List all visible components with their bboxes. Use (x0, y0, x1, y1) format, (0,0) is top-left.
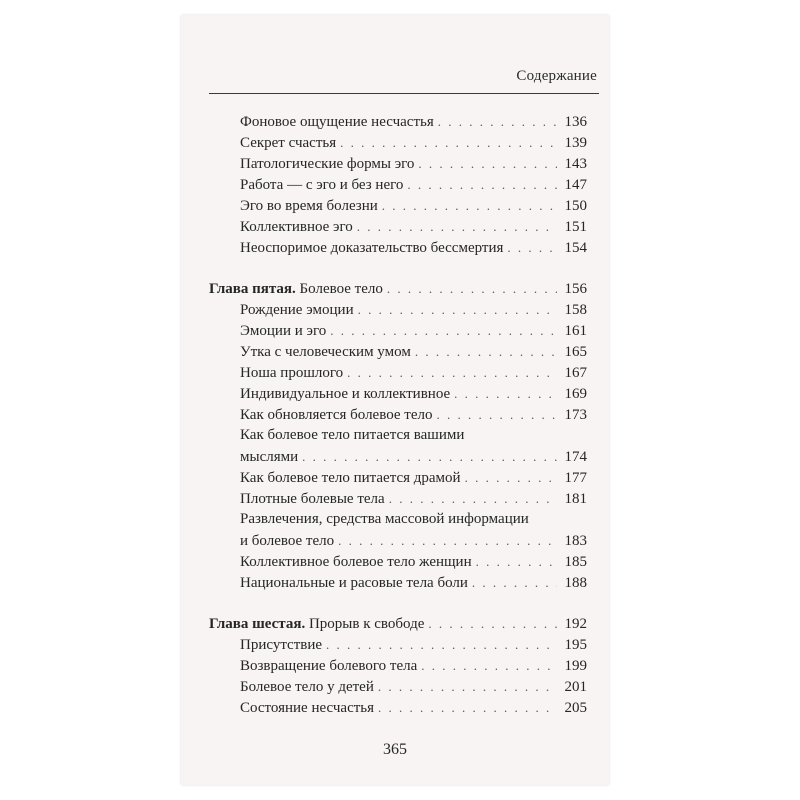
chapter-page: 192 (564, 616, 587, 632)
toc-entry (209, 111, 587, 132)
toc-entry (209, 341, 587, 362)
dot-leader (358, 299, 557, 320)
toc-entry (209, 174, 587, 195)
toc-entry-title-line1: Развлечения, средства массовой информации (240, 511, 529, 527)
dot-leader (357, 216, 557, 237)
toc-entry-page: 139 (564, 135, 587, 151)
toc-entry (209, 195, 587, 216)
dot-leader (382, 195, 557, 216)
toc-entry-page: 150 (564, 198, 587, 214)
dot-leader (326, 634, 557, 655)
toc-entry (209, 467, 587, 488)
toc-entry-page: 136 (564, 114, 587, 130)
chapter-label: Глава пятая. (209, 281, 296, 297)
toc-entry-title: Утка с человеческим умом (240, 344, 411, 360)
running-head: Содержание (516, 68, 597, 84)
toc-entry-page: 147 (564, 177, 587, 193)
toc-entry (209, 216, 587, 237)
toc-entry (209, 404, 587, 425)
toc-entry-page: 161 (564, 323, 587, 339)
toc-entry-page: 188 (564, 575, 587, 591)
toc-entry-title: Болевое тело у детей (240, 679, 374, 695)
dot-leader (330, 320, 557, 341)
section-gap (209, 258, 587, 278)
toc-entry-title: Работа — с эго и без него (240, 177, 404, 193)
dot-leader (387, 278, 557, 299)
chapter-title: Прорыв к свободе (308, 616, 425, 632)
dot-leader (476, 551, 557, 572)
dot-leader (378, 676, 557, 697)
toc-entry-page: 185 (564, 554, 587, 570)
toc-entry-title: Эго во время болезни (240, 198, 378, 214)
toc-entry (209, 572, 587, 593)
section-gap (209, 593, 587, 613)
toc-entry (209, 697, 587, 718)
toc-entry-page: 173 (564, 407, 587, 423)
chapter-heading-6 (209, 613, 587, 634)
dot-leader (438, 111, 557, 132)
toc-entry (209, 676, 587, 697)
toc-entry-page: 199 (564, 658, 587, 674)
toc-entry-page: 181 (564, 491, 587, 507)
toc-entry-title: Коллективное эго (240, 219, 353, 235)
toc-entry-title: Коллективное болевое тело женщин (240, 554, 472, 570)
toc-entry-title: Рождение эмоции (240, 302, 354, 318)
toc-entry (209, 551, 587, 572)
toc-entry-title: Как обновляется болевое тело (240, 407, 433, 423)
chapter-heading-5 (209, 278, 587, 299)
dot-leader (454, 383, 557, 404)
toc-entry-title: Ноша прошлого (240, 365, 344, 381)
toc-entry-title-line2: мыслями (240, 449, 299, 465)
dot-leader (421, 655, 557, 676)
dot-leader (465, 467, 557, 488)
toc-entry-title: Секрет счастья (240, 135, 337, 151)
toc-entry (209, 320, 587, 341)
toc-entry (209, 299, 587, 320)
chapter-page: 156 (564, 281, 587, 297)
toc-entry-title: Индивидуальное и коллективное (240, 386, 451, 402)
toc-entry-title: Возвращение болевого тела (240, 658, 418, 674)
toc-entry-page: 158 (564, 302, 587, 318)
dot-leader (347, 362, 557, 383)
toc-entry-page: 151 (564, 219, 587, 235)
dot-leader (338, 530, 557, 551)
dot-leader (340, 132, 557, 153)
toc-entry-page: 183 (564, 533, 587, 549)
toc-entry (209, 383, 587, 404)
toc-entry (209, 655, 587, 676)
toc-entry-page: 177 (564, 470, 587, 486)
toc-entry-page: 143 (564, 156, 587, 172)
toc-entry (209, 634, 587, 655)
dot-leader (378, 697, 557, 718)
book-page (181, 15, 609, 785)
dot-leader (472, 572, 557, 593)
dot-leader (389, 488, 557, 509)
dot-leader (415, 341, 557, 362)
toc-entry-page: 165 (564, 344, 587, 360)
toc-entry-title-line1: Как болевое тело питается вашими (240, 427, 465, 443)
toc-entry (209, 362, 587, 383)
toc-entry-page: 205 (564, 700, 587, 716)
toc-entry-page: 174 (564, 449, 587, 465)
dot-leader (428, 613, 557, 634)
toc-entry (209, 237, 587, 258)
toc-entry-title: Присутствие (240, 637, 323, 653)
toc-entry-title: Фоновое ощущение несчастья (240, 114, 434, 130)
toc-entry-title: Плотные болевые тела (240, 491, 385, 507)
toc-entry-page: 154 (564, 240, 587, 256)
toc-entry-page: 195 (564, 637, 587, 653)
chapter-title: Болевое тело (299, 281, 383, 297)
toc-entry (209, 530, 587, 551)
toc-entry-title: Состояние несчастья (240, 700, 375, 716)
header-rule (209, 93, 599, 94)
toc-entry (209, 132, 587, 153)
chapter-label: Глава шестая. (209, 616, 306, 632)
toc-entry-title: Неоспоримое доказательство бессмертия (240, 240, 504, 256)
toc-entry-title: Национальные и расовые тела боли (240, 575, 468, 591)
toc-entry (209, 446, 587, 467)
dot-leader (507, 237, 557, 258)
page-number: 365 (383, 741, 407, 758)
toc-entry-title-line2: и болевое тело (240, 533, 335, 549)
toc-entry-title: Как болевое тело питается драмой (240, 470, 461, 486)
toc-entry-page: 169 (564, 386, 587, 402)
dot-leader (418, 153, 557, 174)
toc-entry (209, 488, 587, 509)
dot-leader (407, 174, 557, 195)
toc-entry-title: Эмоции и эго (240, 323, 327, 339)
toc-entry (209, 153, 587, 174)
table-of-contents (209, 111, 587, 718)
toc-entry-title: Патологические формы эго (240, 156, 415, 172)
dot-leader (302, 446, 557, 467)
dot-leader (436, 404, 557, 425)
toc-entry-page: 167 (564, 365, 587, 381)
toc-entry-page: 201 (564, 679, 587, 695)
